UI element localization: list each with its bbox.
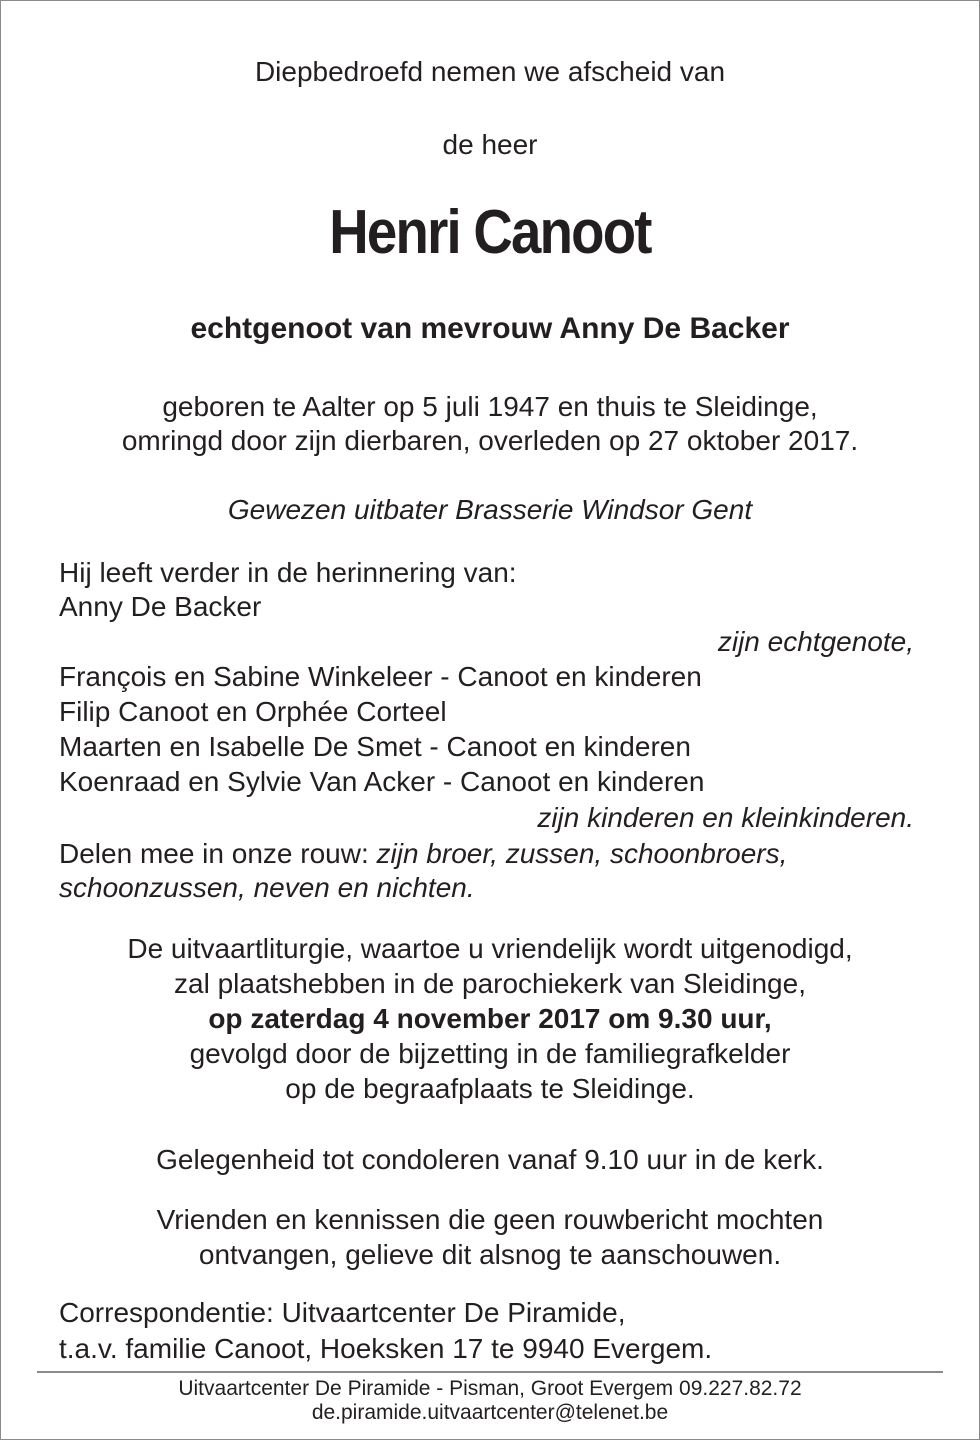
birth-line: geboren te Aalter op 5 juli 1947 en thuis te Sleidinge, [162, 391, 818, 422]
footer-divider [37, 1371, 943, 1373]
correspondence-line-2: t.a.v. familie Canoot, Hoeksken 17 te 9940 Evergem. [59, 1333, 713, 1364]
child-entry: Koenraad en Sylvie Van Acker - Canoot en kinderen [59, 766, 705, 797]
funeral-line-1: De uitvaartliturgie, waartoe u vriendelijk wordt uitgenodigd, [127, 933, 853, 964]
funeral-line-5: op de begraafplaats te Sleidinge. [285, 1073, 695, 1104]
friends-line-1: Vrienden en kennissen die geen rouwbericht mochten [156, 1204, 824, 1235]
deceased-name: Henri Canoot [329, 198, 651, 267]
share-relatives-continued: schoonzussen, neven en nichten. [59, 872, 475, 903]
spouse-line: echtgenoot van mevrouw Anny De Backer [190, 312, 790, 345]
share-relatives: zijn broer, zussen, schoonbroers, [376, 838, 788, 869]
death-line: omringd door zijn dierbaren, overleden op 27 oktober 2017. [121, 425, 859, 456]
child-entry: Filip Canoot en Orphée Corteel [59, 696, 447, 727]
funeral-line-2: zal plaatshebben in de parochiekerk van Sleidinge, [174, 968, 806, 999]
footer-address: Uitvaartcenter De Piramide - Pisman, Groot Evergem 09.227.82.72 [178, 1377, 802, 1400]
friends-line-2: ontvangen, gelieve dit alsnog te aanschouwen. [198, 1239, 782, 1270]
survivors-heading: Hij leeft verder in de herinnering van: [59, 557, 517, 588]
share-grief-line [59, 837, 787, 871]
funeral-datetime: op zaterdag 4 november 2017 om 9.30 uur, [208, 1003, 772, 1034]
intro-text: Diepbedroefd nemen we afscheid van [254, 56, 726, 87]
share-label: Delen mee in onze rouw: [59, 838, 377, 869]
salutation: de heer [442, 129, 538, 160]
spouse-name: Anny De Backer [59, 591, 262, 622]
condolence-text: Gelegenheid tot condoleren vanaf 9.10 uur in de kerk. [156, 1144, 824, 1175]
children-role: zijn kinderen en kleinkinderen. [537, 802, 914, 833]
spouse-role: zijn echtgenote, [717, 626, 914, 657]
occupation: Gewezen uitbater Brasserie Windsor Gent [227, 494, 753, 525]
correspondence-line-1: Correspondentie: Uitvaartcenter De Piramide, [59, 1297, 626, 1328]
child-entry: François en Sabine Winkeleer - Canoot en kinderen [59, 661, 702, 692]
child-entry: Maarten en Isabelle De Smet - Canoot en kinderen [59, 731, 691, 762]
footer-email: de.piramide.uitvaartcenter@telenet.be [311, 1401, 669, 1424]
funeral-line-4: gevolgd door de bijzetting in de familiegrafkelder [189, 1038, 791, 1069]
